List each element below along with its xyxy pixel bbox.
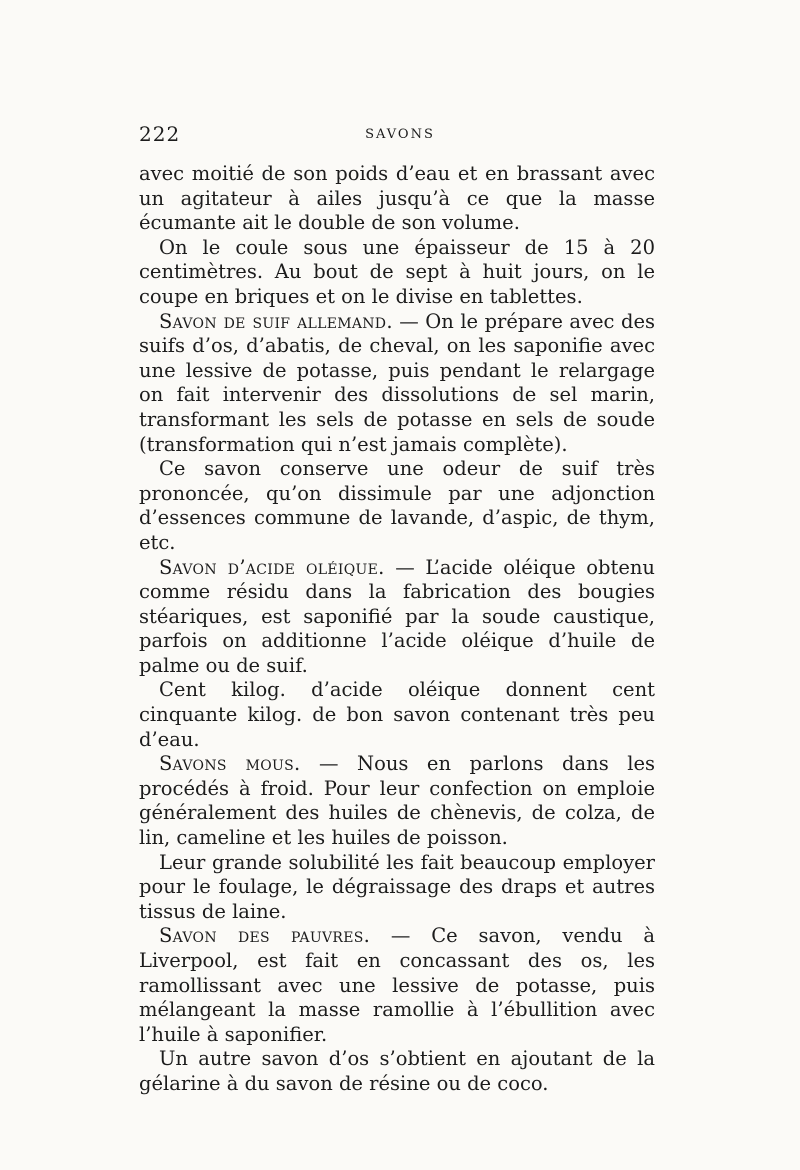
section-heading: Savon des pauvres. <box>159 924 371 948</box>
paragraph-text: — Nous en parlons dans les procédés à froid. Pour leur confection on emploie généralement des huiles de chènevis, de colza, de lin, cameline et les huiles de poisson. <box>139 752 656 850</box>
paragraph <box>139 556 655 679</box>
section-heading: Savon d’acide oléique. <box>159 555 385 579</box>
paragraph-text: — On le prépare avec des suifs d’os, d’abatis, de cheval, on les saponifie avec une lessive de potasse, puis pendant le relargage on fait intervenir des dissolutions de sel marin, transformant les sels de potasse en sels de soude (transformation qui n’est jamais complète). <box>139 309 655 456</box>
body-text <box>139 162 655 1097</box>
paragraph-text: — Ce savon, vendu à Liverpool, est fait en concassant des os, les ramollissant avec une lessive de potasse, puis mélangeant la masse ramollie à l’ébullition avec l’huile à saponifier. <box>139 924 655 1046</box>
running-title: SAVONS <box>365 127 435 142</box>
paragraph <box>139 1047 655 1096</box>
page-header <box>139 122 661 152</box>
paragraph-text: Un autre savon d’os s’obtient en ajoutant de la gélarine à du savon de résine ou de coco. <box>139 1047 655 1095</box>
paragraph-text: On le coule sous une épaisseur de 15 à 20 centimètres. Au bout de sept à huit jours, on le coupe en briques et on le divise en tablettes. <box>139 235 655 308</box>
paragraph <box>139 310 655 458</box>
section-heading: Savons mous. <box>159 752 301 776</box>
paragraph <box>139 752 655 850</box>
paragraph <box>139 924 655 1047</box>
paragraph <box>139 457 655 555</box>
paragraph <box>139 162 655 236</box>
paragraph <box>139 236 655 310</box>
paragraph <box>139 851 655 925</box>
paragraph-text: avec moitié de son poids d’eau et en brassant avec un agitateur à ailes jusqu’à ce que la masse écumante ait le double de son volume. <box>139 162 655 235</box>
paragraph-text: Cent kilog. d’acide oléique donnent cent cinquante kilog. de bon savon contenant très peu d’eau. <box>139 678 655 751</box>
page-number: 222 <box>139 122 181 146</box>
paragraph <box>139 678 655 752</box>
paragraph-text: Ce savon conserve une odeur de suif très prononcée, qu’on dissimule par une adjonction d’essences commune de lavande, d’aspic, de thym, etc. <box>139 457 655 554</box>
paragraph-text: — L’acide oléique obtenu comme résidu dans la fabrication des bougies stéariques, est saponifié par la soude caustique, parfois on additionne l’acide oléique d’huile de palme ou de suif. <box>139 555 655 677</box>
paragraph-text: Leur grande solubilité les fait beaucoup employer pour le foulage, le dégraissage des draps et autres tissus de laine. <box>139 850 655 923</box>
section-heading: Savon de suif allemand. <box>159 309 393 333</box>
